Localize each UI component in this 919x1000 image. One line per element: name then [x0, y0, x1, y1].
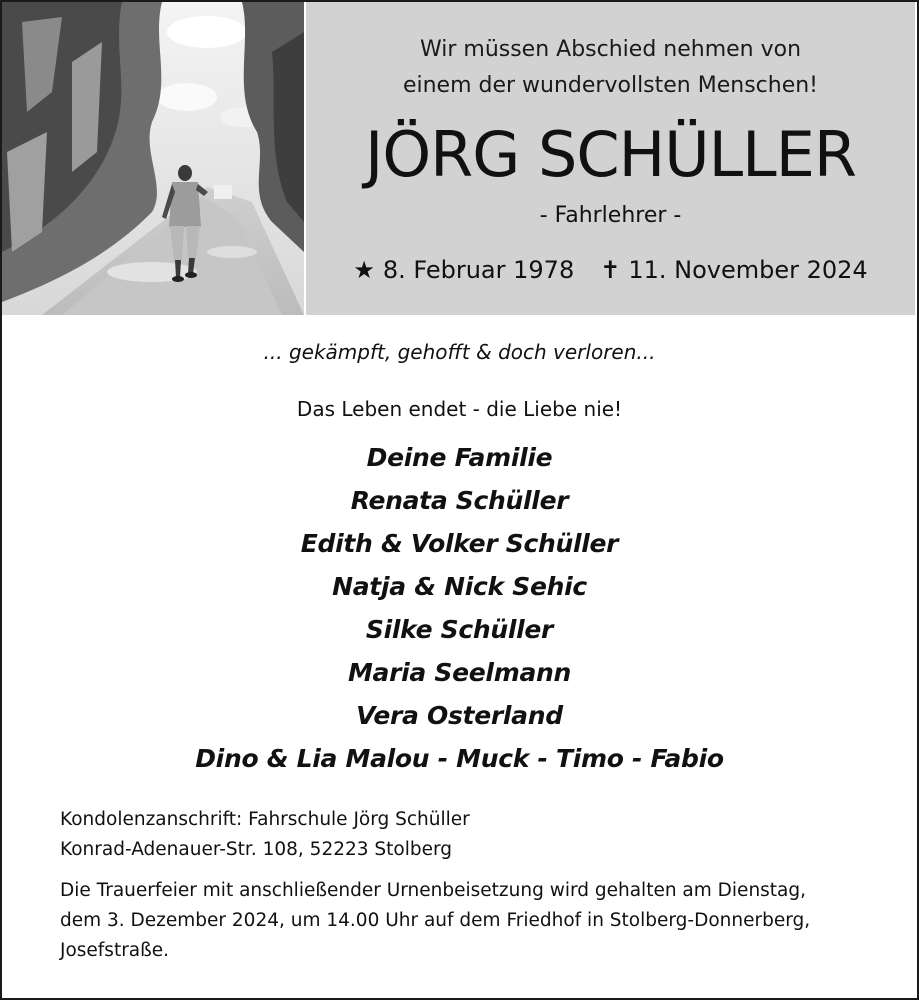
intro-line-2: einem der wundervollsten Menschen!: [402, 73, 819, 98]
mourner-name: Maria Seelmann: [347, 658, 572, 687]
birth-star-icon: ★: [353, 256, 375, 284]
mourner-name: Natja & Nick Sehic: [332, 572, 587, 601]
mourner-name: Dino & Lia Malou - Muck - Timo - Fabio: [195, 744, 724, 773]
intro-text: [306, 32, 915, 104]
memorial-photo: [2, 2, 304, 315]
mourner-name: Deine Familie: [366, 443, 553, 472]
mourner-name: Silke Schüller: [365, 615, 554, 644]
life-dates: [306, 254, 915, 286]
funeral-line-2: dem 3. Dezember 2024, um 14.00 Uhr auf dem Friedhof in Stolberg-Donnerberg,: [60, 910, 811, 931]
life-quote: Das Leben endet - die Liebe nie!: [296, 397, 623, 421]
mourner-name: Renata Schüller: [350, 486, 569, 515]
condolence-line-2: Konrad-Adenauer-Str. 108, 52223 Stolberg: [60, 839, 453, 860]
condolence-line-1: Kondolenzanschrift: Fahrschule Jörg Schüller: [60, 809, 470, 830]
birth-date: 8. Februar 1978: [382, 256, 575, 284]
deceased-name: JÖRG SCHÜLLER: [365, 118, 856, 191]
mourner-name: Edith & Volker Schüller: [300, 529, 619, 558]
condolence-address: [60, 805, 880, 865]
funeral-line-3: Josefstraße.: [60, 940, 170, 961]
motto: ... gekämpft, gehofft & doch verloren...: [263, 340, 656, 364]
deceased-profession: - Fahrlehrer -: [539, 203, 682, 228]
path-in-forest-photo: [2, 2, 304, 315]
intro-line-1: Wir müssen Abschied nehmen von: [419, 37, 802, 62]
death-date: 11. November 2024: [628, 256, 868, 284]
funeral-line-1: Die Trauerfeier mit anschließender Urnenbeisetzung wird gehalten am Dienstag,: [60, 880, 807, 901]
mourner-name: Vera Osterland: [356, 701, 563, 730]
header-panel: [306, 2, 915, 315]
funeral-notice: [60, 876, 880, 966]
mourners-list: [0, 436, 919, 780]
death-cross-icon: ✝: [600, 256, 621, 284]
